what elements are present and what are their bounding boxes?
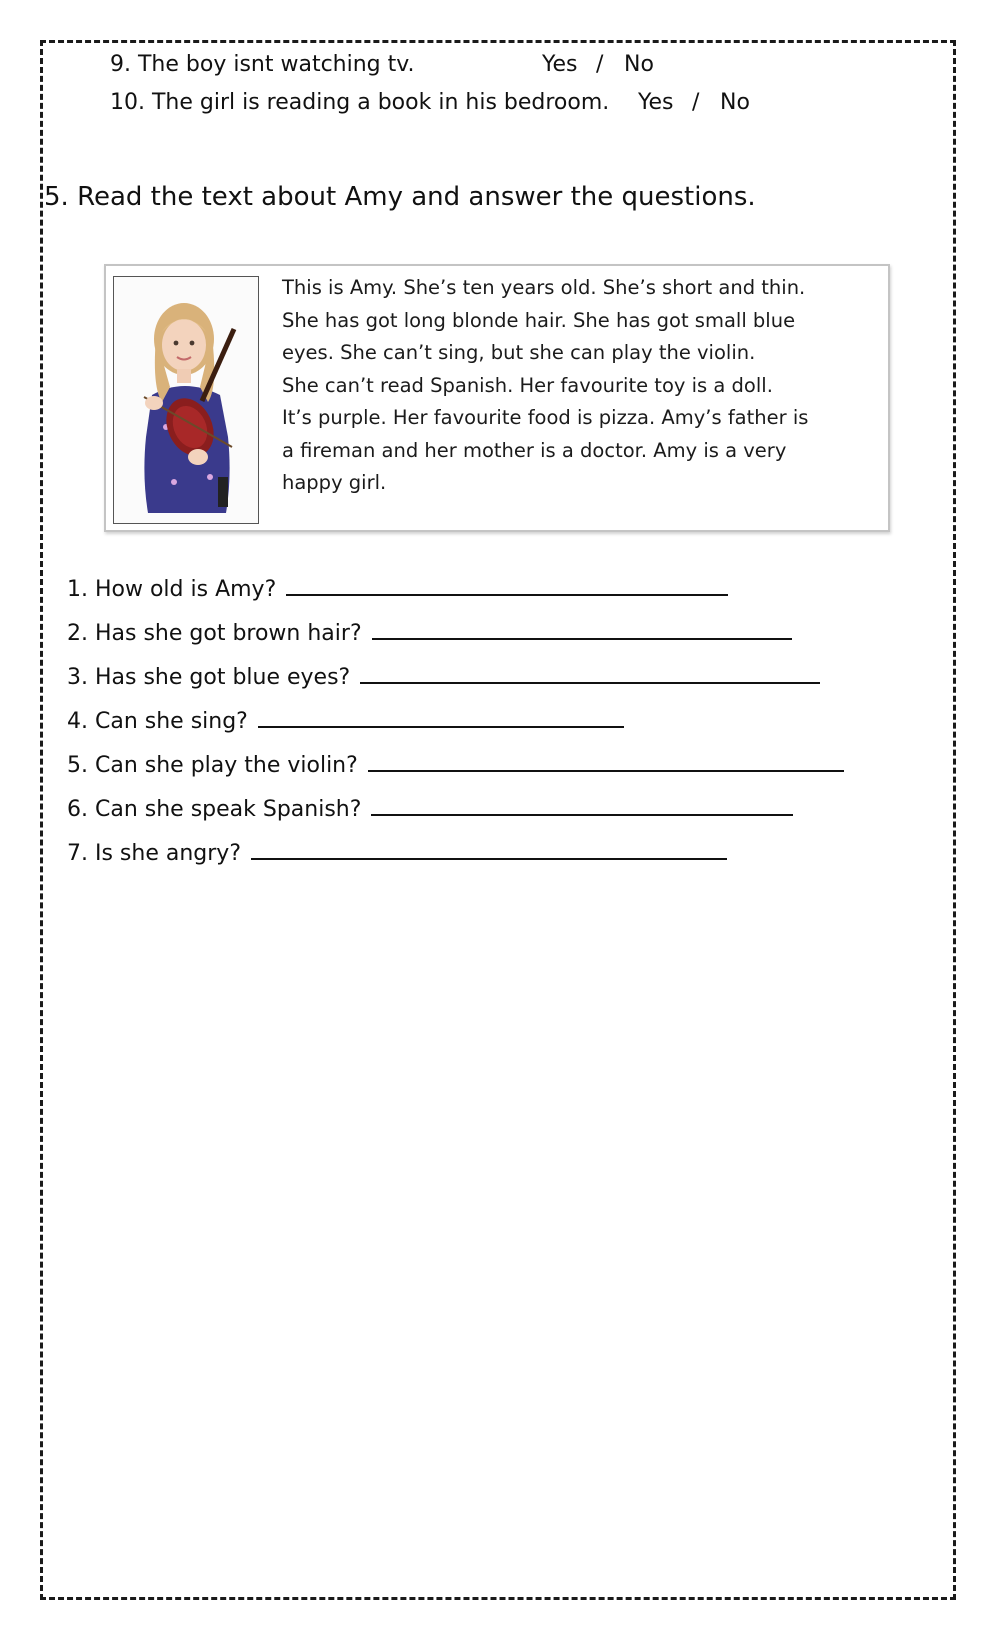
passage-line: eyes. She can’t sing, but she can play the violin. bbox=[282, 341, 756, 364]
passage-line: a fireman and her mother is a doctor. Amy is a very bbox=[282, 438, 787, 462]
yes-no-item-9 bbox=[110, 52, 670, 82]
yes-option[interactable]: Yes bbox=[542, 52, 578, 77]
question-text: 2. Has she got brown hair? bbox=[67, 621, 362, 646]
answer-blank[interactable] bbox=[372, 616, 792, 640]
passage-line: It’s purple. Her favourite food is pizza. Amy’s father is bbox=[282, 406, 809, 429]
passage-line: She can’t read Spanish. Her favourite toy is a doll. bbox=[282, 373, 773, 397]
question-text: 1. How old is Amy? bbox=[67, 577, 277, 602]
no-option[interactable]: No bbox=[720, 90, 750, 115]
passage-line: happy girl. bbox=[282, 471, 387, 494]
question-text: 6. Can she speak Spanish? bbox=[67, 797, 362, 822]
question-4 bbox=[67, 704, 624, 734]
passage-line: She has got long blonde hair. She has got small blue bbox=[282, 308, 796, 332]
question-5 bbox=[67, 748, 844, 778]
section-title: 5. Read the text about Amy and answer the questions. bbox=[44, 182, 756, 212]
option-separator: / bbox=[596, 52, 604, 77]
answer-blank[interactable] bbox=[368, 748, 844, 772]
answer-blank[interactable] bbox=[286, 572, 728, 596]
question-text: 3. Has she got blue eyes? bbox=[67, 665, 351, 690]
answer-blank[interactable] bbox=[360, 660, 820, 684]
answer-blank[interactable] bbox=[251, 836, 727, 860]
girl-with-violin-photo bbox=[113, 276, 259, 524]
question-text: 4. Can she sing? bbox=[67, 709, 248, 734]
no-option[interactable]: No bbox=[624, 52, 654, 77]
passage-line: This is Amy. She’s ten years old. She’s short and thin. bbox=[282, 276, 806, 299]
yes-no-question: 10. The girl is reading a book in his bedroom. bbox=[110, 90, 610, 115]
yes-no-question: 9. The boy isnt watching tv. bbox=[110, 52, 415, 77]
question-7 bbox=[67, 836, 727, 866]
answer-blank[interactable] bbox=[371, 792, 793, 816]
reading-box bbox=[104, 264, 890, 532]
question-1 bbox=[67, 572, 728, 602]
question-text: 7. Is she angry? bbox=[67, 841, 241, 866]
question-6 bbox=[67, 792, 793, 822]
question-text: 5. Can she play the violin? bbox=[67, 753, 358, 778]
girl-with-violin-icon bbox=[114, 277, 258, 523]
yes-no-item-10 bbox=[110, 90, 750, 120]
option-separator: / bbox=[692, 90, 700, 115]
question-3 bbox=[67, 660, 820, 690]
reading-passage bbox=[282, 272, 882, 500]
answer-blank[interactable] bbox=[258, 704, 624, 728]
question-2 bbox=[67, 616, 792, 646]
yes-option[interactable]: Yes bbox=[638, 90, 674, 115]
